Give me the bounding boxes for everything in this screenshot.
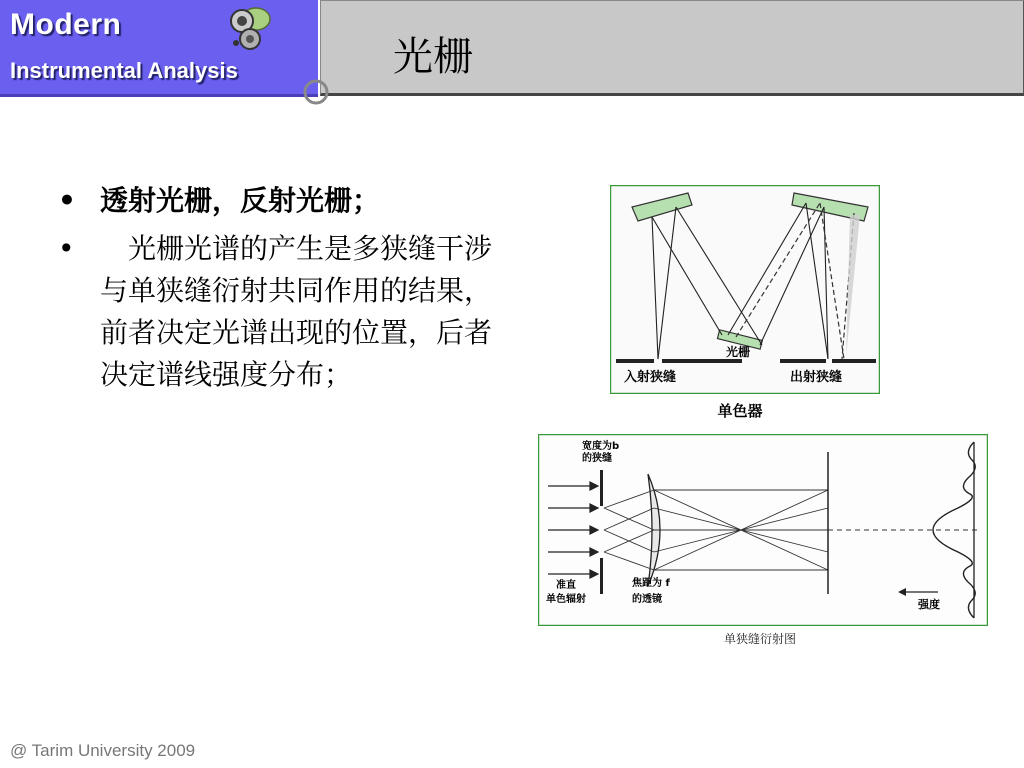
monochromator-caption: 单色器 xyxy=(717,402,763,420)
entrance-slit-label: 入射狭缝 xyxy=(624,370,677,385)
bullet-dot-icon: • xyxy=(58,232,75,265)
bullet-dot-icon: • xyxy=(58,184,76,217)
ring-decoration-icon xyxy=(302,78,330,106)
brand-banner xyxy=(0,0,318,97)
bullet-item-2 xyxy=(58,228,518,396)
lens-label-line2: 的透镜 xyxy=(632,594,662,605)
instrument-logo-icon xyxy=(222,3,278,53)
footer-text: @ Tarim University 2009 xyxy=(10,741,196,760)
lens-label-line1: 焦距为 f xyxy=(632,578,670,589)
bullet-text-2: 光栅光谱的产生是多狭缝干涉与单狭缝衍射共同作用的结果，前者决定光谱出现的位置，后者决定谱线强度分布； xyxy=(100,232,493,391)
radiation-label-line1: 准直 xyxy=(556,580,576,591)
bullet-list xyxy=(58,180,518,402)
title-bar xyxy=(320,0,1024,96)
grating-label: 光栅 xyxy=(726,345,751,359)
brand-title: Modern xyxy=(10,8,122,41)
exit-slit-label: 出射狭缝 xyxy=(790,370,843,385)
slit-label-line1: 宽度为b xyxy=(582,441,620,452)
intensity-label: 强度 xyxy=(918,598,940,611)
slit-label-line2: 的狭缝 xyxy=(582,453,612,464)
diffraction-caption: 单狭缝衍射图 xyxy=(723,632,796,646)
page-title: 光栅 xyxy=(393,34,473,80)
monochromator-figure xyxy=(610,185,880,394)
bullet-item-1 xyxy=(58,180,518,222)
brand-subtitle: Instrumental Analysis xyxy=(10,58,238,83)
single-slit-diffraction-figure xyxy=(538,434,988,626)
bullet-text-1: 透射光栅，反射光栅； xyxy=(100,184,381,217)
radiation-label-line2: 单色辐射 xyxy=(546,594,586,605)
